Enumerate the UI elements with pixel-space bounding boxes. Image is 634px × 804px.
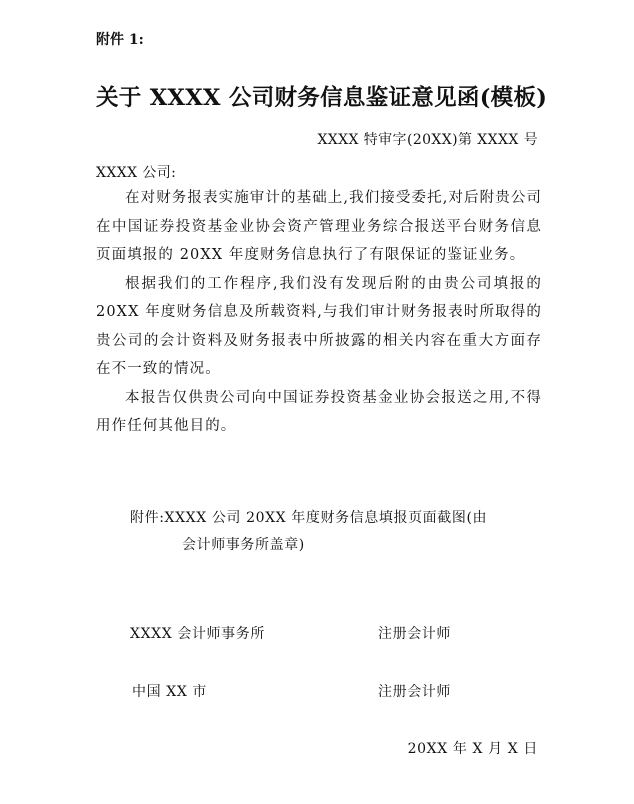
paragraph-3: 本报告仅供贵公司向中国证券投资基金业协会报送之用,不得用作任何其他目的。 [96,389,542,434]
document-number: XXXX 特审字(20XX)第 XXXX 号 [317,132,538,148]
appendix-note [130,505,550,559]
signature-cpa-2: 注册会计师 [378,684,451,700]
signature-date: 20XX 年 X 月 X 日 [407,741,538,757]
document-title: 关于 XXXX 公司财务信息鉴证意见函(模板) [96,85,548,111]
paragraph-1: 在对财务报表实施审计的基础上,我们接受委托,对后附贵公司在中国证券投资基金业协会资产管理业务综合报送平台财务信息页面填报的 20XX 年度财务信息执行了有限保证的鉴证业务。 [96,190,543,263]
paragraph-2: 根据我们的工作程序,我们没有发现后附的由贵公司填报的 20XX 年度财务信息及所载资料,与我们审计财务报表时所取得的贵公司的会计资料及财务报表中所披露的相关内容在重大方面存在不一致的情况。 [96,275,542,377]
attachment-label: 附件 1: [96,32,144,48]
signature-cpa-1: 注册会计师 [378,626,451,642]
appendix-line-2: 会计师事务所盖章) [182,537,305,553]
signature-city: 中国 XX 市 [132,684,208,700]
body-text [96,184,542,441]
appendix-line-1: 附件:XXXX 公司 20XX 年度财务信息填报页面截图(由 [130,510,488,526]
addressee: XXXX 公司: [96,165,177,181]
signature-firm: XXXX 会计师事务所 [130,626,265,642]
